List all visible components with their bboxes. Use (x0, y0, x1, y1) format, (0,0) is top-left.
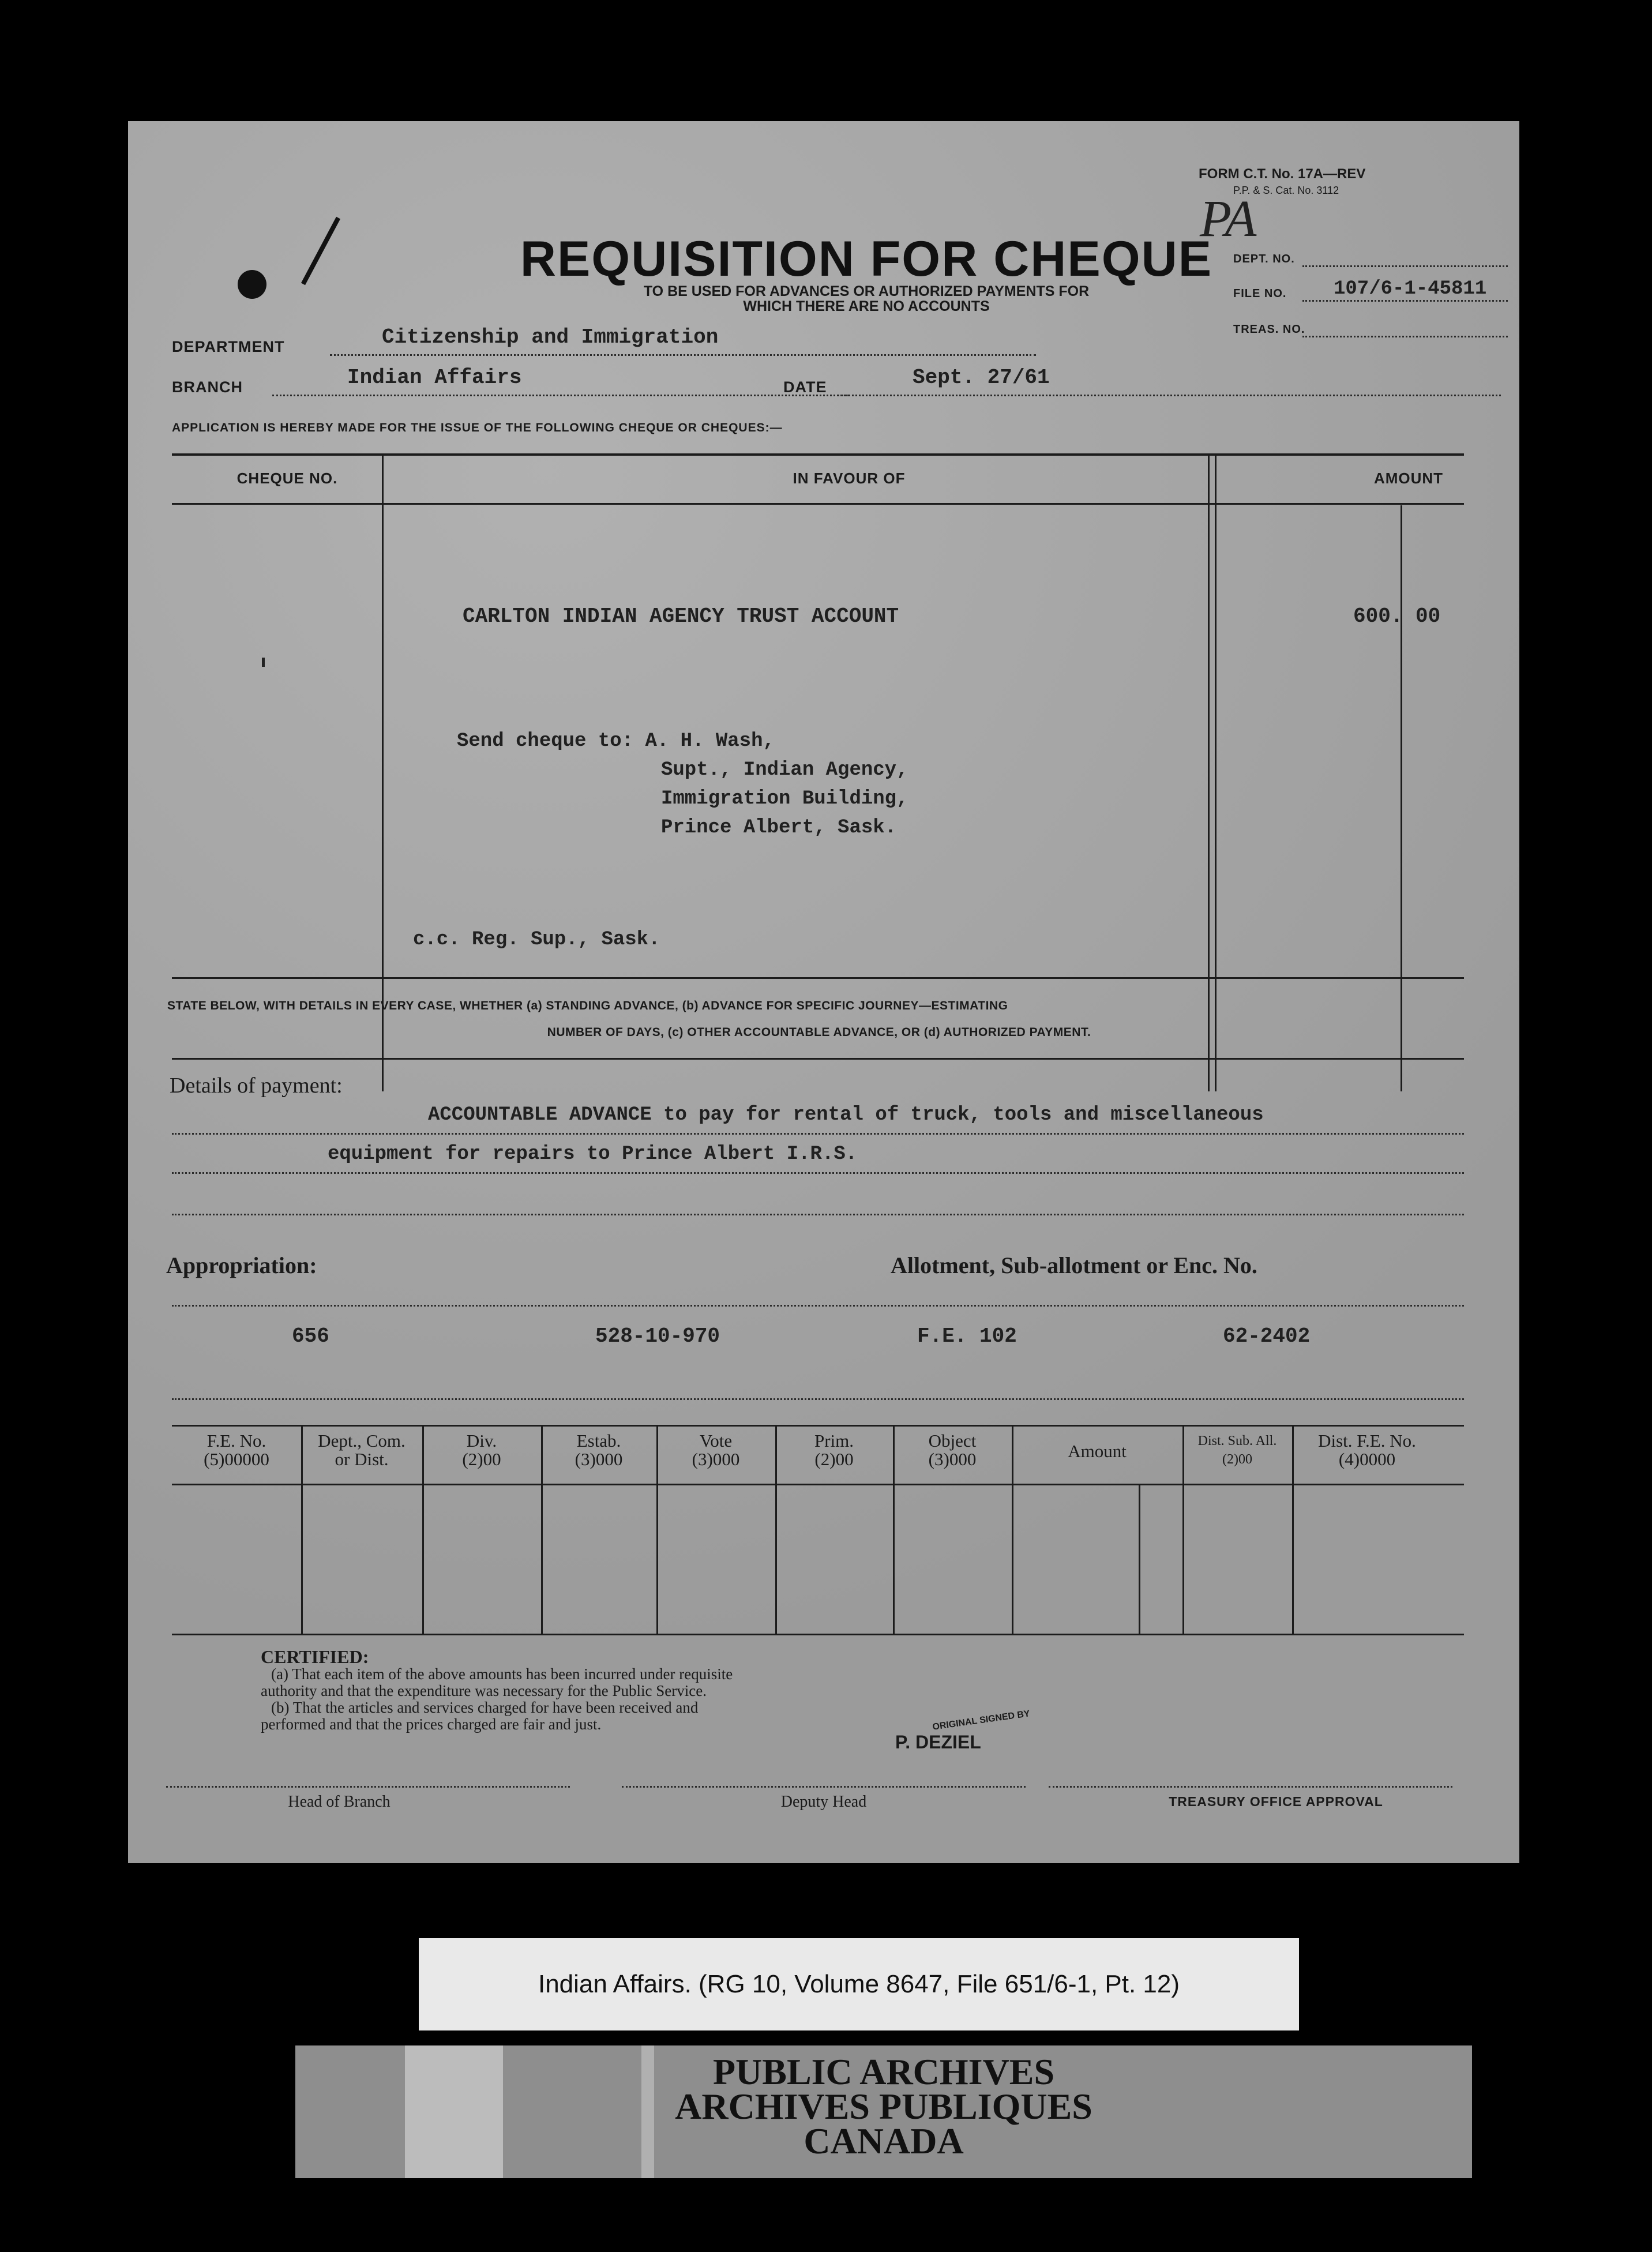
col-object-title: Object (928, 1431, 977, 1451)
certified-b-line-2: performed and that the prices charged are fair and just. (261, 1716, 602, 1733)
send-to-line-2: Supt., Indian Agency, (661, 759, 908, 781)
coding-amount-cents-divider (1139, 1485, 1140, 1634)
amount-header: AMOUNT (1373, 470, 1444, 487)
col-dept-title: Dept., Com. (318, 1431, 406, 1451)
deputy-head-line (622, 1786, 1026, 1788)
state-below-line-2: NUMBER OF DAYS, (c) OTHER ACCOUNTABLE ADVANCE, OR (d) AUTHORIZED PAYMENT. (547, 1026, 1091, 1039)
col-dist-sub-title: Dist. Sub. All. (1197, 1433, 1277, 1448)
col-fe-no-format: (5)00000 (204, 1449, 269, 1469)
head-of-branch-line (166, 1786, 570, 1788)
cheque-table-bottom-border (172, 977, 1464, 979)
cheque-table-top-border (172, 453, 1464, 456)
cheque-no-header: CHEQUE NO. (236, 470, 338, 487)
col-dist-fe-format: (4)0000 (1338, 1449, 1396, 1469)
send-to-line-3: Immigration Building, (661, 788, 908, 810)
cheque-table-divider-2 (1208, 455, 1210, 1091)
archive-caption-text: Indian Affairs. (RG 10, Volume 8647, File 651/6-1, Pt. 12) (538, 1970, 1180, 1998)
handwritten-slash (301, 217, 340, 286)
certified-a-line-2: authority and that the expenditure was necessary for the Public Service. (261, 1682, 707, 1699)
handwritten-initials: PA (1200, 190, 1257, 247)
speck-mark (262, 658, 265, 667)
department-line (330, 354, 1036, 356)
col-fe-no-title: F.E. No. (206, 1431, 266, 1451)
coding-col-estab (541, 1432, 656, 1469)
coding-col-vote (656, 1432, 775, 1469)
coding-table-top-border (172, 1425, 1464, 1427)
requisition-form (128, 121, 1519, 1863)
in-favour-of-header: IN FAVOUR OF (793, 470, 906, 487)
branch-line (272, 395, 849, 396)
subtitle-line-2: WHICH THERE ARE NO ACCOUNTS (743, 298, 990, 314)
cheque-table-header-border (172, 503, 1464, 505)
certified-a-line-1: (a) That each item of the above amounts has been incurred under requisite (271, 1665, 733, 1683)
details-rule-3 (172, 1214, 1464, 1215)
archives-line-2: ARCHIVES PUBLIQUES (675, 2086, 1092, 2127)
send-to-line-1: Send cheque to: A. H. Wash, (457, 730, 775, 752)
coding-col-fe-no (172, 1432, 301, 1469)
dept-no-line (1302, 265, 1508, 267)
appropriation-rule-2 (172, 1398, 1464, 1400)
head-of-branch-label: Head of Branch (288, 1793, 391, 1811)
department-label: DEPARTMENT (172, 338, 285, 355)
form-number: FORM C.T. No. 17A—REV (1199, 166, 1366, 182)
state-below-line-1: STATE BELOW, WITH DETAILS IN EVERY CASE, WHETHER (a) STANDING ADVANCE, (b) ADVANCE FOR SPECIFIC JOURNEY—ESTIMATING (167, 999, 1008, 1012)
appropriation-value-3: F.E. 102 (917, 1324, 1017, 1348)
col-amount-title: Amount (1068, 1441, 1127, 1461)
details-line-2: equipment for repairs to Prince Albert I.R.S. (328, 1143, 858, 1165)
form-subtitle (416, 284, 1316, 314)
treas-no-label: TREAS. NO. (1233, 323, 1305, 336)
archives-stamp (295, 2045, 1472, 2178)
col-estab-title: Estab. (576, 1431, 621, 1451)
coding-col-prim (775, 1432, 893, 1469)
coding-col-dist-sub (1182, 1432, 1292, 1469)
signer-name: P. DEZIEL (895, 1732, 981, 1752)
col-dept-format: or Dist. (335, 1449, 389, 1469)
details-rule-2 (172, 1172, 1464, 1174)
coding-col-dept (301, 1432, 422, 1469)
payee-name: CARLTON INDIAN AGENCY TRUST ACCOUNT (463, 605, 899, 628)
cc-line: c.c. Reg. Sup., Sask. (413, 929, 660, 951)
col-div-title: Div. (466, 1431, 497, 1451)
col-prim-format: (2)00 (814, 1449, 854, 1469)
cheque-amount: 600. 00 (1353, 605, 1441, 628)
coding-col-object (893, 1432, 1012, 1469)
details-label: Details of payment: (170, 1074, 343, 1098)
cheque-table-divider-1 (382, 455, 384, 1091)
coding-col-div (422, 1432, 541, 1469)
appropriation-label: Appropriation: (166, 1252, 317, 1278)
coding-table-bottom-border (172, 1634, 1464, 1635)
archive-caption (419, 1938, 1299, 2030)
allotment-label: Allotment, Sub-allotment or Enc. No. (891, 1252, 1257, 1278)
branch-value: Indian Affairs (347, 366, 522, 389)
treas-no-line (1302, 336, 1508, 337)
application-statement: APPLICATION IS HEREBY MADE FOR THE ISSUE OF THE FOLLOWING CHEQUE OR CHEQUES:— (172, 421, 783, 434)
file-no-label: FILE NO. (1233, 287, 1287, 300)
date-value: Sept. 27/61 (913, 366, 1050, 389)
catalogue-number: P.P. & S. Cat. No. 3112 (1233, 185, 1339, 196)
send-to-line-4: Prince Albert, Sask. (661, 817, 897, 839)
appropriation-value-4: 62-2402 (1223, 1324, 1311, 1348)
certified-b-line-1: (b) That the articles and services charged for have been received and (271, 1699, 699, 1716)
certified-text (261, 1666, 733, 1733)
file-no-value: 107/6-1-45811 (1334, 278, 1487, 300)
ink-blot (238, 270, 266, 299)
date-label: DATE (783, 378, 827, 396)
col-object-format: (3)000 (928, 1449, 977, 1469)
appropriation-value-2: 528-10-970 (595, 1324, 720, 1348)
archives-stamp-text (295, 2051, 1472, 2161)
col-dist-fe-title: Dist. F.E. No. (1318, 1431, 1416, 1451)
details-rule-1 (172, 1133, 1464, 1135)
appropriation-rule-1 (172, 1305, 1464, 1307)
details-line-1: ACCOUNTABLE ADVANCE to pay for rental of truck, tools and miscellaneous (428, 1104, 1264, 1126)
original-signed-note: ORIGINAL SIGNED BY (932, 1709, 1031, 1732)
date-line (838, 395, 1501, 396)
coding-col-amount (1012, 1442, 1182, 1461)
archives-line-3: CANADA (804, 2120, 964, 2161)
certified-title: CERTIFIED: (261, 1646, 369, 1667)
col-vote-format: (3)000 (692, 1449, 740, 1469)
form-title: REQUISITION FOR CHEQUE (520, 231, 1213, 287)
archives-line-1: PUBLIC ARCHIVES (712, 2051, 1055, 2092)
treasury-label: TREASURY OFFICE APPROVAL (1169, 1794, 1383, 1809)
department-value: Citizenship and Immigration (382, 325, 719, 349)
treasury-line (1049, 1786, 1452, 1788)
appropriation-value-1: 656 (292, 1324, 329, 1348)
deputy-head-label: Deputy Head (780, 1793, 867, 1811)
cheque-table-divider-3 (1215, 455, 1217, 1091)
file-no-line (1302, 300, 1508, 302)
col-div-format: (2)00 (462, 1449, 501, 1469)
branch-label: BRANCH (172, 378, 243, 396)
coding-table-header-border (172, 1484, 1464, 1485)
col-estab-format: (3)000 (575, 1449, 623, 1469)
col-dist-sub-format: (2)00 (1222, 1452, 1252, 1467)
subtitle-line-1: TO BE USED FOR ADVANCES OR AUTHORIZED PAYMENTS FOR (643, 283, 1090, 299)
col-vote-title: Vote (699, 1431, 733, 1451)
dept-no-label: DEPT. NO. (1233, 253, 1295, 265)
state-below-border (172, 1058, 1464, 1060)
col-prim-title: Prim. (814, 1431, 854, 1451)
coding-col-dist-fe (1292, 1432, 1442, 1469)
